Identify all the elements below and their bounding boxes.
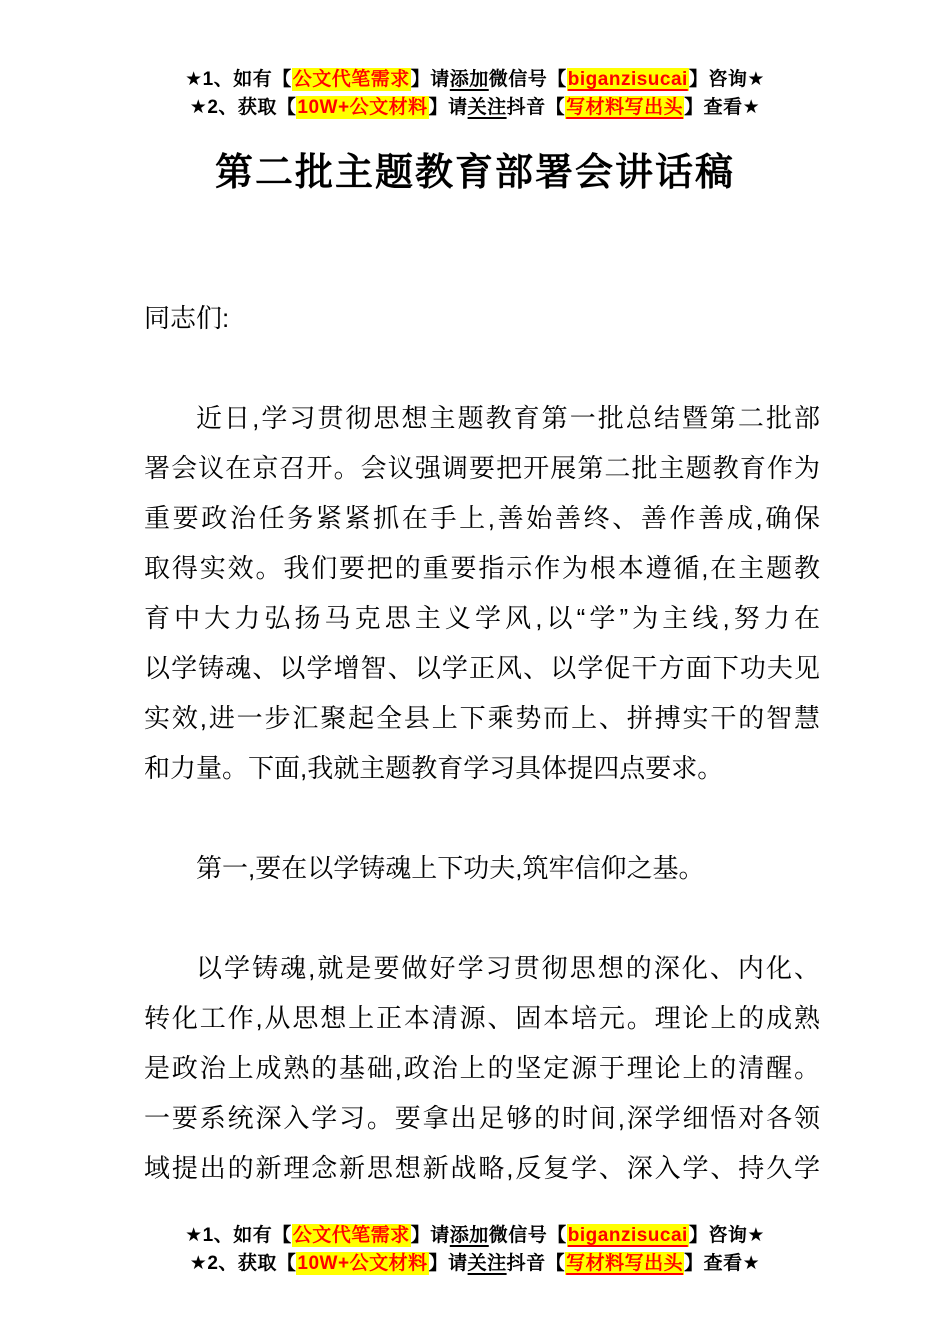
highlighted-keyword: 10W+公文材料 [297,97,428,118]
promo-line [0,94,950,122]
text-line: 和力量。下面,我就主题教育学习具体提四点要求。 [144,753,724,783]
promo-text: ★2、获取【 [189,97,297,118]
promo-text: 关注 [467,1253,507,1274]
promo-text: 】查看★ [684,97,761,118]
text-line: 取得实效。我们要把的重要指示作为根本遵循,在主题教 [144,553,820,583]
paragraph [144,393,820,793]
promo-line [0,1222,950,1250]
promo-text: 添加 [449,69,489,90]
promo-text: 添加 [449,1225,489,1246]
promo-footer [0,1222,950,1278]
page-title: 第二批主题教育部署会讲话稿 [214,152,735,194]
promo-text: 抖音【 [506,1253,566,1274]
highlighted-keyword: 写材料写出头 [566,97,684,118]
promo-text: 】请 [410,69,450,90]
text-line: 近日,学习贯彻思想主题教育第一批总结暨第二批部 [196,403,820,433]
promo-text: 】请 [428,97,468,118]
document-body [144,293,820,1193]
text-line: 转化工作,从思想上正本清源、固本培元。理论上的成熟 [144,1003,820,1033]
highlighted-keyword: 公文代笔需求 [292,1225,410,1246]
text-line: 育中大力弘扬马克思主义学风,以“学”为主线,努力在 [144,603,820,633]
promo-line [0,1250,950,1278]
promo-text: 抖音【 [506,97,566,118]
highlighted-keyword: 写材料写出头 [566,1253,684,1274]
highlighted-keyword: biganzisucai [567,69,688,90]
highlighted-keyword: biganzisucai [567,1225,688,1246]
text-line: 是政治上成熟的基础,政治上的坚定源于理论上的清醒。 [144,1053,820,1083]
text-line: 一要系统深入学习。要拿出足够的时间,深学细悟对各领 [144,1103,820,1133]
promo-text: 】请 [428,1253,468,1274]
promo-text: 】查看★ [684,1253,761,1274]
text-line: 署会议在京召开。会议强调要把开展第二批主题教育作为 [144,453,820,483]
promo-text: 关注 [467,97,507,118]
promo-text: 】咨询★ [688,69,765,90]
text-line: 同志们: [144,303,230,333]
paragraph [144,293,820,343]
paragraph [144,843,820,893]
promo-text: 微信号【 [488,69,567,90]
promo-text: ★2、获取【 [189,1253,297,1274]
text-line: 重要政治任务紧紧抓在手上,善始善终、善作善成,确保 [144,503,820,533]
text-line: 第一,要在以学铸魂上下功夫,筑牢信仰之基。 [196,853,705,883]
promo-text: ★1、如有【 [185,69,292,90]
paragraph [144,943,820,1193]
text-line: 实效,进一步汇聚起全县上下乘势而上、拼搏实干的智慧 [144,703,820,733]
highlighted-keyword: 公文代笔需求 [292,69,410,90]
promo-line [0,66,950,94]
text-line: 以学铸魂,就是要做好学习贯彻思想的深化、内化、 [196,953,820,983]
promo-text: 】请 [410,1225,450,1246]
promo-header [0,0,950,122]
text-line: 域提出的新理念新思想新战略,反复学、深入学、持久学 [144,1153,820,1183]
promo-text: ★1、如有【 [185,1225,292,1246]
highlighted-keyword: 10W+公文材料 [297,1253,428,1274]
text-line: 以学铸魂、以学增智、以学正风、以学促干方面下功夫见 [144,653,820,683]
promo-text: 微信号【 [488,1225,567,1246]
promo-text: 】咨询★ [688,1225,765,1246]
